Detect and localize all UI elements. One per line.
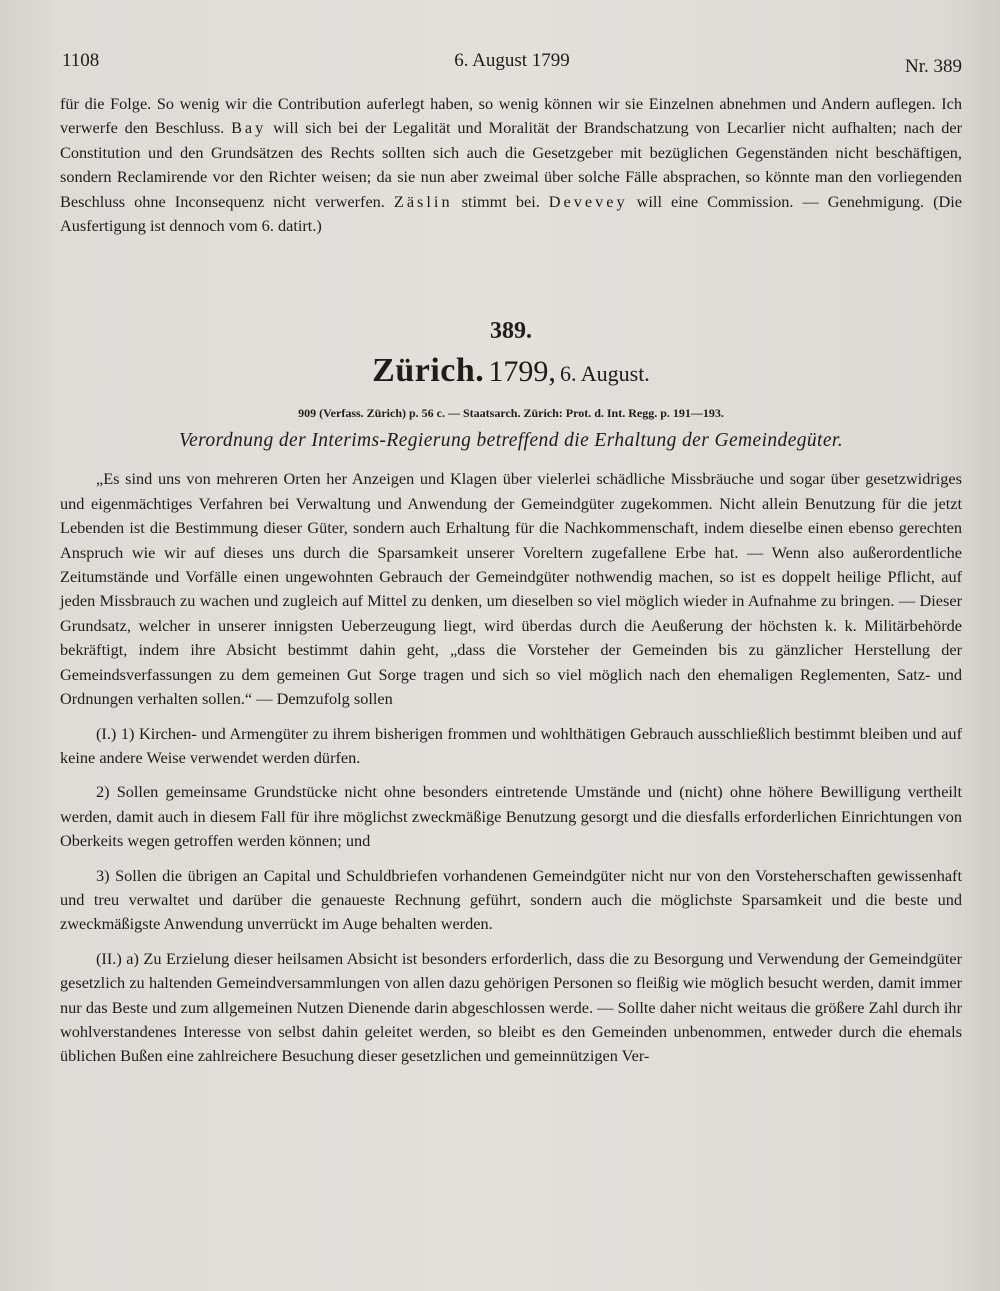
- document-day: 6. August.: [559, 361, 650, 387]
- body-paragraph: (I.) 1) Kirchen- und Armengüter zu ihrem bisherigen frommen und wohlthätigen Gebrauch ausschließlich bestimmt bleiben und auf keine andere Weise verwendet werden dürfen.: [60, 723, 962, 767]
- body-paragraph: (II.) a) Zu Erzielung dieser heilsamen Absicht ist besonders erforderlich, dass die zu Besorgung und Verwendung der Gemeindgüter gesetzlich zu haltenden Gemeindversammlungen von allen dazu gehörigen Personen so fleißig wie möglich besucht werden, damit immer nur das Beste und zum allgemeinen Nutzen Dienende darin abgeschlossen werde. — Sollte daher nicht weitaus die größere Zahl durch ihr wohlverstandenes Interesse von selbst dahin geleitet werden, so bleibt es den Gemeinden unbenommen, entweder durch die ehemals üblichen Bußen eine zahlreichere Besuchung dieser gesetzlichen und gemeinnützigen Ver-: [60, 948, 962, 1066]
- page-number: 1108: [62, 50, 100, 71]
- header-document-number: Nr. 389: [905, 56, 962, 77]
- page-header: [62, 50, 962, 80]
- speaker-name: Zäslin: [393, 191, 453, 211]
- previous-document-paragraph: für die Folge. So wenig wir die Contribution auferlegt haben, so wenig können wir sie Einzelnen abnehmen und Andern auflegen. Ich verwerfe den Beschluss. Bay will sich bei der Legalität und Moralität der Brandschatzung von Lecarlier nicht aufhalten; nach der Constitution und den Grundsätzen des Rechts sollten sich auch die Gesetzgeber mit bezüglichen Gegenständen nicht beschäftigen, sondern Reclamirende vor den Richter weisen; da sie nun aber zweimal über solche Fälle absprachen, so könnte man den vorliegenden Beschluss ohne Inconsequenz nicht verwerfen. Zäslin stimmt bei. Devevey will eine Commission. — Genehmigung. (Die Ausfertigung ist dennoch vom 6. datirt.): [60, 94, 963, 236]
- body-paragraph: 3) Sollen die übrigen an Capital und Schuldbriefen vorhandenen Gemeindgüter nicht nur von den Vorsteherschaften gewissenhaft und treu verwaltet und darüber die genaueste Rechnung geführt, sondern auch die möglichste Sparsamkeit und die beste und zweckmäßigste Anwendung unverrückt im Auge behalten werden.: [60, 865, 962, 934]
- source-reference: 909 (Verfass. Zürich) p. 56 c. — Staatsarch. Zürich: Prot. d. Int. Regg. p. 191—193.: [298, 406, 724, 421]
- document-number: 389.: [490, 318, 532, 345]
- speaker-name: Devevey: [548, 191, 628, 211]
- body-paragraph: 2) Sollen gemeinsame Grundstücke nicht ohne besonders eintretende Umstände und (nicht) ohne höhere Bewilligung vertheilt werden, damit auch in diesem Fall für ihre möglichst zweckmäßige Benutzung gesorgt und die diesfalls erforderlichen Einrichtungen von Oberkeits wegen getroffen werden können; und: [60, 782, 962, 851]
- speaker-name: Bay: [231, 118, 267, 138]
- document-year: 1799,: [488, 355, 556, 389]
- header-date: 6. August 1799: [454, 50, 570, 71]
- document-place: Zürich.: [372, 352, 485, 390]
- document-heading: [60, 352, 962, 395]
- body-paragraph: „Es sind uns von mehreren Orten her Anzeigen und Klagen über vielerlei schädliche Missbräuche und sogar über gesetzwidriges und eigenmächtiges Verfahren bei Verwaltung und Anwendung der Gemeindgüter zugekommen. Nicht allein Benutzung für die jetzt Lebenden ist die Bestimmung dieser Güter, sondern auch Erhaltung für die Nachkommenschaft, indem dieselbe einen ebenso gerechten Anspruch wie wir auf dieses uns durch die Sparsamkeit unserer Voreltern zugefallene Erbe hat. — Wenn also außerordentliche Zeitumstände und Vorfälle einen ungewohnten Gebrauch der Gemeindgüter nothwendig machen, so ist es doppelt heilige Pflicht, auf jeden Missbrauch zu wachen und zugleich auf Mittel zu denken, um dieselben so viel möglich wieder in Aufnahme zu bringen. — Dieser Grundsatz, welcher in unserer innigsten Ueberzeugung liegt, wird überdas durch die Aeußerung der höchsten k. k. Militärbehörde bekräftigt, indem ihre Absicht bestimmt dahin geht, „dass die Vorsteher der Gemeinden bis zu gänzlicher Herstellung der Gemeindsverfassungen zu dem gemeinen Gut Sorge tragen und sich so viel möglich nach den ehemaligen Reglementen, Satz- und Ordnungen verhalten sollen.“ — Demzufolg sollen: [60, 469, 962, 709]
- document-subject: Verordnung der Interims-Regierung betreffend die Erhaltung der Gemeindegüter.: [178, 430, 844, 452]
- page-body: [60, 92, 962, 1069]
